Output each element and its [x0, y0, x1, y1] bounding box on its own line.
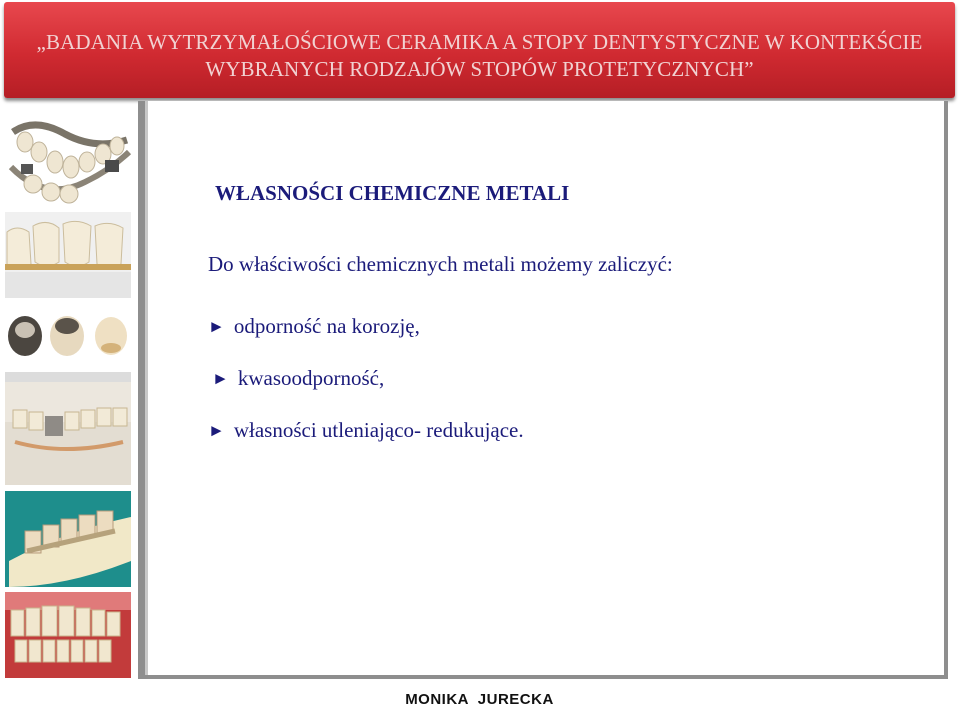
metal-bridge-on-model-icon	[5, 491, 131, 587]
frame-shadow	[145, 101, 148, 675]
bullet-arrow-icon: ►	[208, 317, 225, 336]
bullet-item	[208, 314, 420, 339]
bullet-arrow-icon: ►	[208, 421, 225, 440]
title-line-1: „BADANIA WYTRZYMAŁOŚCIOWE CERAMIKA A STOPY DENTYSTYCZNE W KONTEKŚCIE	[36, 30, 923, 54]
bullet-item	[212, 366, 384, 391]
title-banner	[4, 2, 955, 98]
ceramic-crowns-icon	[5, 212, 131, 298]
intro-text: Do właściwości chemicznych metali możemy zaliczyć:	[208, 252, 673, 276]
author-footer: MONIKA JURECKA	[405, 691, 554, 708]
natural-teeth-icon	[5, 592, 131, 678]
section-title: WŁASNOŚCI CHEMICZNE METALI	[215, 181, 570, 205]
bullet-arrow-icon: ►	[212, 369, 229, 388]
dental-bridge-metal-framework-icon	[5, 112, 131, 207]
bullet-text: kwasoodporność,	[237, 366, 385, 390]
bullet-text: odporność na korozję,	[233, 314, 420, 338]
metal-crowns-icon	[5, 304, 131, 366]
plaster-model-with-metal-crown-icon	[5, 372, 131, 485]
bullet-text: własności utleniająco- redukujące.	[233, 418, 524, 442]
title-line-2: WYBRANYCH RODZAJÓW STOPÓW PROTETYCZNYCH”	[205, 57, 754, 81]
bullet-item	[208, 418, 524, 443]
